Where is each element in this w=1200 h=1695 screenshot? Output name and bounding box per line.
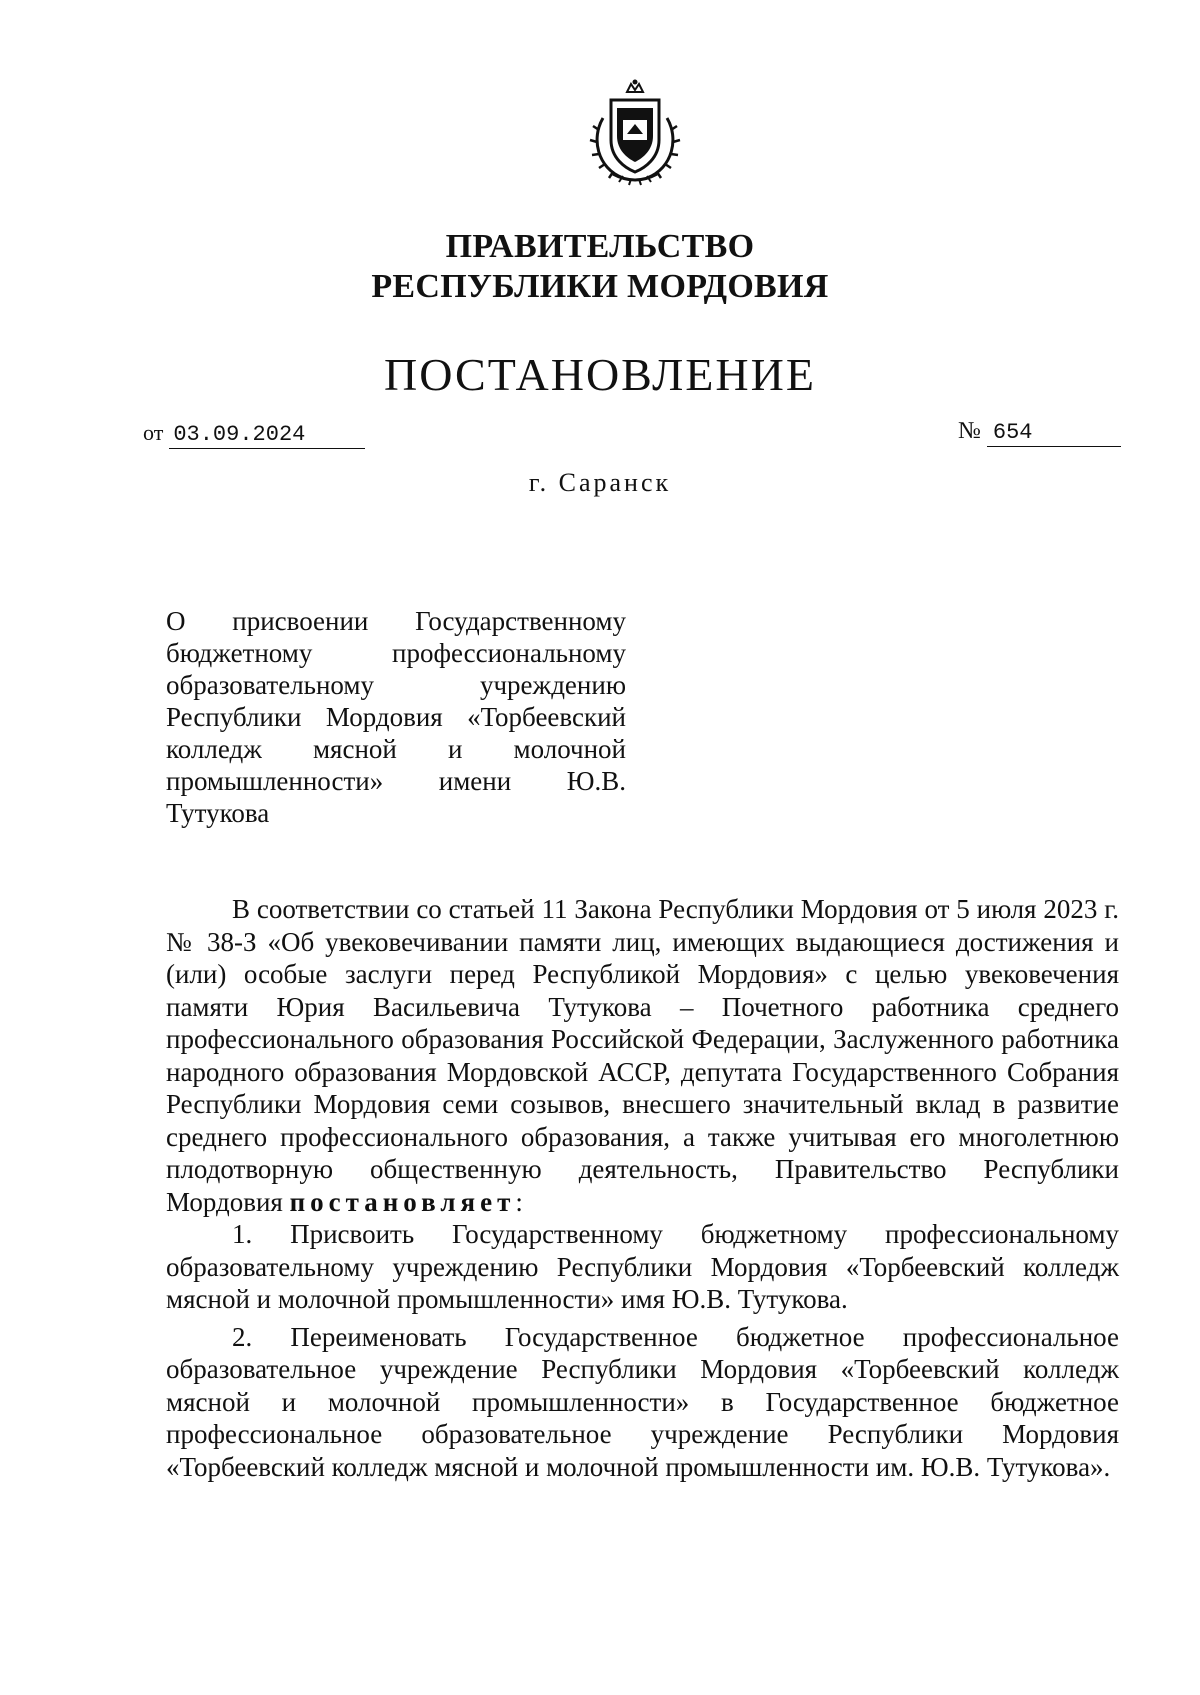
number-value: 654 xyxy=(987,420,1121,447)
document-type-title: ПОСТАНОВЛЕНИЕ xyxy=(384,349,816,400)
city-line: г. Саранск xyxy=(528,468,672,497)
decree-number xyxy=(958,418,1121,447)
decree-date xyxy=(143,420,365,449)
intro-paragraph xyxy=(166,893,1119,1218)
item-2: 2. Переименовать Государственное бюджетное профессиональное образовательное учреждение Республики Мордовия «Торбеевский колледж мясной и молочной промышленности» в Государственное бюджетное профессиональное образовательное учреждение Республики Мордовия «Торбеевский колледж мясной и молочной промышленности им. Ю.В. Тутукова». xyxy=(166,1321,1119,1482)
decree-body xyxy=(166,893,1119,1483)
date-value: 03.09.2024 xyxy=(169,422,365,449)
decree-word: постановляет xyxy=(289,1186,516,1217)
item-1: 1. Присвоить Государственному бюджетному профессиональному образовательному учреждению Республики Мордовия «Торбеевский колледж мясной и молочной промышленности» имя Ю.В. Тутукова. xyxy=(166,1219,1119,1314)
date-prefix: от xyxy=(143,420,164,445)
decree-colon: : xyxy=(515,1186,523,1217)
decree-subject: О присвоении Государственному бюджетному профессиональному образовательному учреждению Республики Мордовия «Торбеевский колледж мясной и молочной промышленности» имени Ю.В. Тутукова xyxy=(166,606,626,828)
government-title-line1: ПРАВИТЕЛЬСТВО xyxy=(445,228,755,265)
coat-of-arms-emblem xyxy=(583,78,687,188)
government-title-line2: РЕСПУБЛИКИ МОРДОВИЯ xyxy=(371,268,829,305)
number-prefix: № xyxy=(958,418,981,444)
intro-text: В соответствии со статьей 11 Закона Республики Мордовия от 5 июля 2023 г. № 38-З «Об увековечивании памяти лиц, имеющих выдающиеся достижения и (или) особые заслуги перед Республикой Мордовия» с целью увековечения памяти Юрия Васильевича Тутукова – Почетного работника среднего профессионального образования Российской Федерации, Заслуженного работника народного образования Мордовской АССР, депутата Государственного Собрания Республики Мордовия семи созывов, внесшего значительный вклад в развитие среднего профессионального образования, а также учитывая его многолетнюю плодотворную общественную деятельность, Правительство Республики Мордовия xyxy=(166,894,1119,1217)
